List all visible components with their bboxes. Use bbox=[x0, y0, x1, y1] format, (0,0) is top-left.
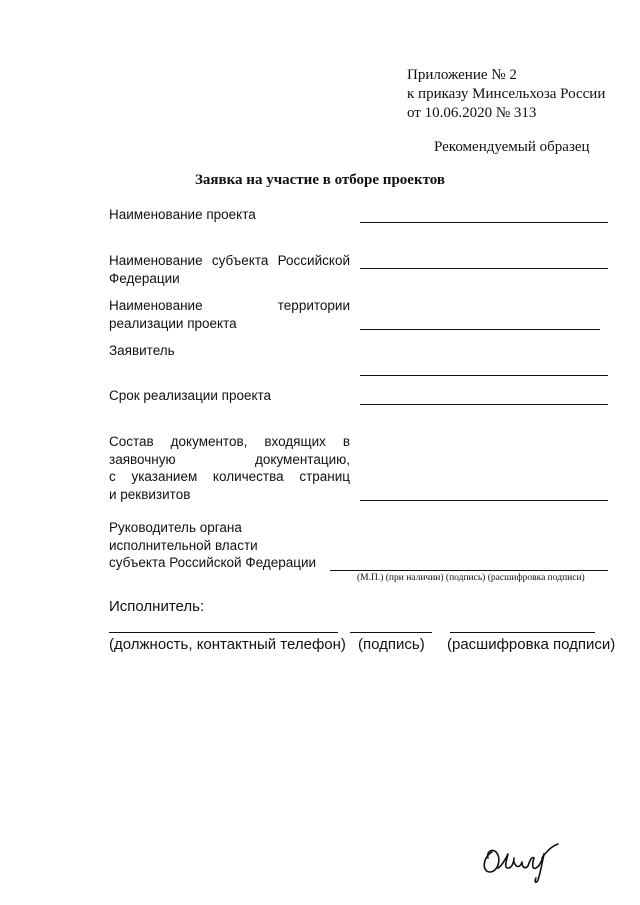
head-label-line1: Руководитель органа bbox=[109, 520, 242, 535]
recommended-sample: Рекомендуемый образец bbox=[434, 139, 590, 155]
subject-label-line1: Наименование субъекта Российской bbox=[109, 253, 350, 268]
project-name-label: Наименование проекта bbox=[109, 207, 256, 222]
head-signature-caption: (М.П.) (при наличии) (подпись) (расшифровка подписи) bbox=[357, 573, 585, 583]
territory-label-word1: Наименование bbox=[109, 298, 203, 313]
applicant-label: Заявитель bbox=[109, 343, 175, 358]
executor-signature-caption: (подпись) bbox=[358, 636, 425, 653]
head-label bbox=[109, 519, 316, 572]
documents-field[interactable] bbox=[360, 500, 608, 501]
head-label-line2: исполнительной власти bbox=[109, 537, 258, 553]
head-label-line3: субъекта Российской Федерации bbox=[109, 555, 317, 570]
subject-label bbox=[109, 252, 350, 287]
order-reference: к приказу Минсельхоза России bbox=[407, 86, 606, 102]
order-date: от 10.06.2020 № 313 bbox=[407, 105, 537, 121]
head-signature-field[interactable] bbox=[330, 570, 608, 571]
documents-label-line4: и реквизитов bbox=[109, 486, 191, 502]
term-field[interactable] bbox=[360, 404, 608, 405]
handwritten-signature bbox=[478, 838, 568, 888]
territory-label-line2: реализации проекта bbox=[109, 315, 237, 331]
documents-label-line2: заявочную документацию, bbox=[109, 451, 350, 467]
appendix-number: Приложение № 2 bbox=[407, 67, 517, 83]
subject-field[interactable] bbox=[360, 268, 608, 269]
executor-label: Исполнитель: bbox=[109, 598, 205, 615]
territory-label-word2: территории bbox=[277, 298, 350, 313]
project-name-field[interactable] bbox=[360, 222, 608, 223]
territory-label-line1 bbox=[109, 297, 350, 315]
documents-label bbox=[109, 433, 350, 503]
header-block bbox=[407, 66, 627, 123]
document-title: Заявка на участие в отборе проектов bbox=[195, 172, 445, 188]
executor-name-field[interactable] bbox=[450, 632, 595, 633]
territory-label bbox=[109, 297, 350, 332]
executor-signature-field[interactable] bbox=[350, 632, 432, 633]
subject-label-line2: Федерации bbox=[109, 270, 180, 286]
executor-position-field[interactable] bbox=[109, 632, 338, 633]
territory-field[interactable] bbox=[360, 329, 600, 330]
documents-label-line3: с указанием количества страниц bbox=[109, 469, 350, 484]
term-label: Срок реализации проекта bbox=[109, 388, 272, 403]
applicant-field[interactable] bbox=[360, 375, 608, 376]
documents-label-line1: Состав документов, входящих в bbox=[109, 434, 350, 449]
executor-name-caption: (расшифровка подписи) bbox=[447, 636, 616, 653]
executor-position-caption: (должность, контактный телефон) bbox=[109, 636, 346, 653]
